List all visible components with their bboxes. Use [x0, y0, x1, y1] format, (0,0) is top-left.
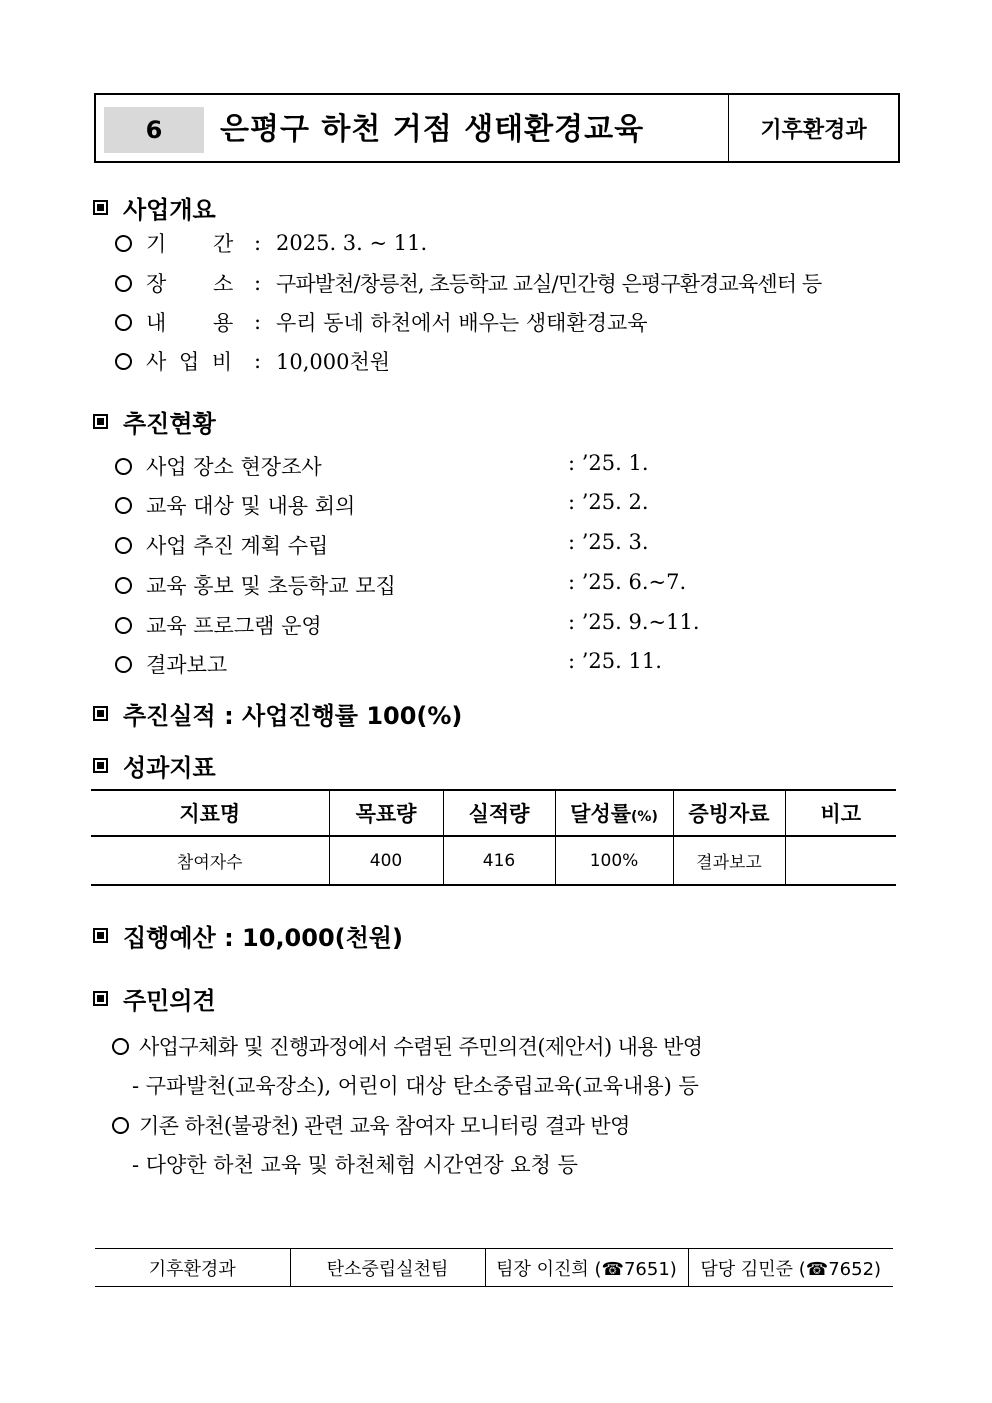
page-title: 은평구 하천 거점 생태환경교육: [220, 112, 645, 147]
section-number: 6: [104, 107, 204, 153]
circle-bullet-icon: [115, 275, 132, 292]
footer-team: 탄소중립실천팀: [290, 1249, 485, 1287]
circle-bullet-icon: [115, 235, 132, 252]
kpi-cell: 참여자수: [91, 836, 329, 885]
kpi-col-header: 실적량: [443, 790, 555, 836]
opinion-detail: - 구파발천(교육장소), 어린이 대상 탄소중립교육(교육내용) 등: [132, 1074, 699, 1098]
circle-bullet-icon: [115, 497, 132, 514]
footer-staff: 담당 김민준 (☎7652): [688, 1249, 893, 1287]
contact-footer: [95, 1248, 893, 1287]
footer-leader: 팀장 이진희 (☎7651): [485, 1249, 688, 1287]
square-bullet-icon: [93, 991, 108, 1006]
kpi-col-header: 증빙자료: [673, 790, 785, 836]
section-kpi-heading: 성과지표: [93, 748, 216, 783]
progress-item: 교육 홍보 및 초등학교 모집: [115, 570, 396, 600]
section-progress-heading: 추진현황: [93, 404, 216, 439]
progress-date: : ’25. 11.: [568, 649, 662, 673]
circle-bullet-icon: [115, 577, 132, 594]
overview-item-place: 장 소 : 구파발천/창릉천, 초등학교 교실/민간형 은평구환경교육센터 등: [115, 268, 821, 298]
section-overview-heading: 사업개요: [93, 190, 216, 225]
progress-date: : ’25. 2.: [568, 490, 649, 514]
progress-item: 사업 장소 현장조사: [115, 451, 322, 481]
section-opinions-heading: 주민의견: [93, 981, 216, 1016]
title-box: [94, 93, 900, 163]
overview-item-content: 내 용 : 우리 동네 하천에서 배우는 생태환경교육: [115, 307, 648, 337]
progress-item: 결과보고: [115, 649, 227, 679]
kpi-cell: 100%: [555, 836, 673, 885]
title-department: 기후환경과: [760, 117, 867, 143]
progress-item: 사업 추진 계획 수립: [115, 530, 328, 560]
square-bullet-icon: [93, 200, 108, 215]
circle-bullet-icon: [115, 617, 132, 634]
progress-item: 교육 프로그램 운영: [115, 610, 322, 640]
opinion-item: 사업구체화 및 진행과정에서 수렴된 주민의견(제안서) 내용 반영: [112, 1031, 702, 1061]
progress-item: 교육 대상 및 내용 회의: [115, 490, 355, 520]
progress-date: : ’25. 3.: [568, 530, 649, 554]
kpi-col-header: 지표명: [91, 790, 329, 836]
phone-icon: ☎: [805, 1258, 829, 1280]
overview-item-period: 기 간 : 2025. 3. ~ 11.: [115, 228, 427, 258]
kpi-header-row: [91, 790, 896, 836]
kpi-col-header: 목표량: [329, 790, 443, 836]
circle-bullet-icon: [115, 458, 132, 475]
footer-department: 기후환경과: [95, 1249, 290, 1287]
table-row: [95, 1249, 893, 1287]
opinion-item: 기존 하천(불광천) 관련 교육 참여자 모니터링 결과 반영: [112, 1110, 630, 1140]
square-bullet-icon: [93, 706, 108, 721]
opinion-detail: - 다양한 하천 교육 및 하천체험 시간연장 요청 등: [132, 1153, 578, 1177]
kpi-col-header: 비고: [785, 790, 896, 836]
section-performance-heading: 추진실적 : 사업진행률 100(%): [93, 696, 462, 731]
circle-bullet-icon: [115, 314, 132, 331]
kpi-table: [91, 789, 896, 886]
section-budget-heading: 집행예산 : 10,000(천원): [93, 918, 403, 953]
table-row: [91, 836, 896, 885]
progress-date: : ’25. 6.~7.: [568, 570, 687, 594]
circle-bullet-icon: [112, 1117, 129, 1134]
circle-bullet-icon: [115, 656, 132, 673]
circle-bullet-icon: [115, 537, 132, 554]
progress-date: : ’25. 1.: [568, 451, 649, 475]
phone-icon: ☎: [601, 1258, 624, 1280]
square-bullet-icon: [93, 758, 108, 773]
kpi-cell: 결과보고: [673, 836, 785, 885]
square-bullet-icon: [93, 414, 108, 429]
overview-item-budget: 사 업 비 : 10,000천원: [115, 346, 390, 376]
progress-date: : ’25. 9.~11.: [568, 610, 700, 634]
kpi-cell: [785, 836, 896, 885]
kpi-cell: 400: [329, 836, 443, 885]
kpi-cell: 416: [443, 836, 555, 885]
kpi-col-header: 달성률(%): [555, 790, 673, 836]
circle-bullet-icon: [112, 1038, 129, 1055]
circle-bullet-icon: [115, 353, 132, 370]
square-bullet-icon: [93, 928, 108, 943]
